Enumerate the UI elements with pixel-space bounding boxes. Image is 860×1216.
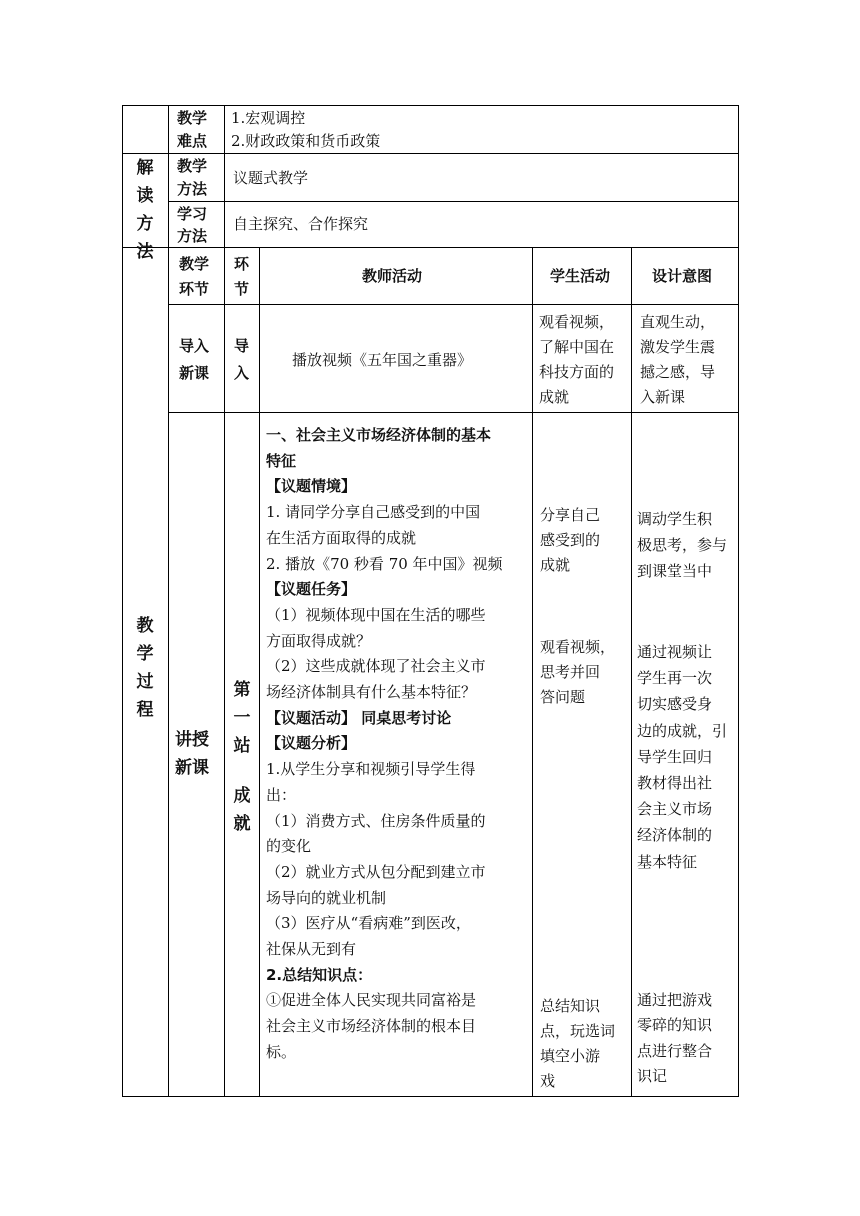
grid-line [259,247,260,1097]
teacher-activity-line: 社保从无到有 [266,940,357,958]
teacher-activity-line: 方面取得成就？ [266,632,372,650]
grid-line [738,105,739,1097]
teacher-activity-line: 场导向的就业机制 [266,889,387,907]
intro-step-line-2: 入 [234,364,250,382]
lecture-student-line: 观看视频， [540,638,616,656]
lecture-design-line: 切实感受身 [637,695,713,713]
lecture-student-line: 戏 [540,1072,556,1090]
intro-student-line: 观看视频， [539,313,615,331]
header-student-activity: 学生活动 [550,267,611,285]
lecture-student-line: 感受到的 [540,531,601,549]
intro-design-line: 撼之感，导 [640,363,716,381]
grid-line [168,412,739,413]
teacher-activity-line: 【议题情境】 [266,477,357,495]
intro-stage-line-2: 新课 [179,364,210,382]
teacher-activity-line: （2）这些成就体现了社会主义市 [266,657,486,675]
teacher-activity-line: 社会主义市场经济体制的根本目 [266,1017,477,1035]
teacher-activity-line: ①促进全体人民实现共同富裕是 [266,991,477,1009]
header-design-intent: 设计意图 [652,267,713,285]
lecture-step-station: 第一站 [233,680,251,756]
teacher-activity-line: 【议题分析】 [266,734,357,752]
grid-line [168,201,739,202]
lecture-student-line: 总结知识 [540,997,601,1015]
lecture-design-line: 点进行整合 [637,1042,713,1060]
lecture-stage-line-2: 新课 [175,758,209,778]
teacher-activity-line: （2）就业方式从包分配到建立市 [266,863,486,881]
grid-line [122,153,739,154]
teacher-activity-line: （1）视频体现中国在生活的哪些 [266,606,486,624]
intro-student-line: 成就 [539,388,570,406]
intro-stage-line-1: 导入 [179,337,210,355]
lecture-student-line: 成就 [540,556,571,574]
intro-student-line: 了解中国在 [539,338,615,356]
interpretation-label: 解读方法 [136,158,154,262]
grid-line [168,105,169,1097]
difficulty-label-line-1: 教学 [177,109,208,127]
lecture-step-achievement: 成就 [233,786,251,834]
lecture-design-line: 通过视频让 [637,643,713,661]
header-stage-line-1: 教学 [179,255,210,273]
teacher-activity-line: 在生活方面取得的成就 [266,529,417,547]
lecture-design-line: 基本特征 [637,853,698,871]
teaching-method-value: 议题式教学 [233,169,309,187]
lecture-design-line: 极思考，参与 [637,536,728,554]
grid-line [122,247,739,248]
teacher-activity-line: （1）消费方式、住房条件质量的 [266,812,486,830]
lecture-student-line: 填空小游 [540,1047,601,1065]
teacher-activity-line: 的变化 [266,837,312,855]
teacher-activity-line: 【议题任务】 [266,580,357,598]
lecture-design-line: 经济体制的 [637,826,713,844]
header-step-line-2: 节 [234,280,250,298]
lecture-design-line: 边的成就，引 [637,722,728,740]
lecture-student-line: 分享自己 [540,506,601,524]
learning-method-label-line-2: 方法 [177,227,208,245]
header-step-line-1: 环 [234,255,250,273]
lecture-design-line: 调动学生积 [637,510,713,528]
intro-design-line: 直观生动， [640,313,716,331]
teaching-process-label: 教学过程 [136,616,154,720]
teacher-activity-line: （3）医疗从“看病难”到医改， [266,914,471,932]
difficulty-item-1: 1.宏观调控 [231,109,306,127]
lecture-design-line: 零碎的知识 [637,1016,713,1034]
lecture-design-line: 通过把游戏 [637,991,713,1009]
header-teacher-activity: 教师活动 [362,267,423,285]
lecture-design-line: 识记 [637,1067,668,1085]
grid-line [224,247,225,1097]
teacher-activity-line: 1. 请同学分享自己感受到的中国 [266,503,481,521]
teaching-method-label-line-2: 方法 [177,180,208,198]
grid-line [122,105,739,106]
grid-line [122,1096,739,1097]
learning-method-value: 自主探究、合作探究 [233,215,369,233]
lecture-design-line: 学生再一次 [637,669,713,687]
teacher-activity-line: 场经济体制具有什么基本特征？ [266,683,477,701]
lecture-design-line: 导学生回归 [637,748,713,766]
lecture-student-line: 思考并回 [540,663,601,681]
lecture-student-line: 答问题 [540,688,586,706]
intro-design-line: 激发学生震 [640,338,716,356]
learning-method-label-line-1: 学习 [177,205,208,223]
teacher-activity-line: 标。 [266,1043,297,1061]
intro-student-line: 科技方面的 [539,363,615,381]
lecture-design-line: 到课堂当中 [637,562,713,580]
grid-line [631,247,632,1097]
teacher-activity-line: 1.从学生分享和视频引导学生得 [266,760,476,778]
intro-teacher-activity: 播放视频《五年国之重器》 [292,351,473,369]
grid-line [122,105,123,1097]
grid-line [532,247,533,1097]
grid-line [224,105,225,247]
teacher-activity-line: 特征 [266,452,297,470]
teacher-activity-line: 一、社会主义市场经济体制的基本 [266,426,492,444]
teaching-method-label-line-1: 教学 [177,157,208,175]
teacher-activity-line: 2. 播放《70 秒看 70 年中国》视频 [266,555,503,573]
difficulty-label-line-2: 难点 [177,132,208,150]
lecture-student-line: 点，玩选词 [540,1022,616,1040]
lecture-design-line: 教材得出社 [637,774,713,792]
lecture-stage-line-1: 讲授 [175,730,209,750]
lecture-design-line: 会主义市场 [637,800,713,818]
teacher-activity-line: 出： [266,786,297,804]
header-stage-line-2: 环节 [179,280,210,298]
grid-line [168,304,739,305]
difficulty-item-2: 2.财政政策和货币政策 [231,132,381,150]
intro-step-line-1: 导 [234,337,250,355]
intro-design-line: 入新课 [640,388,686,406]
teacher-activity-line: 2.总结知识点： [266,966,373,984]
teacher-activity-line: 【议题活动】 同桌思考讨论 [266,709,452,727]
